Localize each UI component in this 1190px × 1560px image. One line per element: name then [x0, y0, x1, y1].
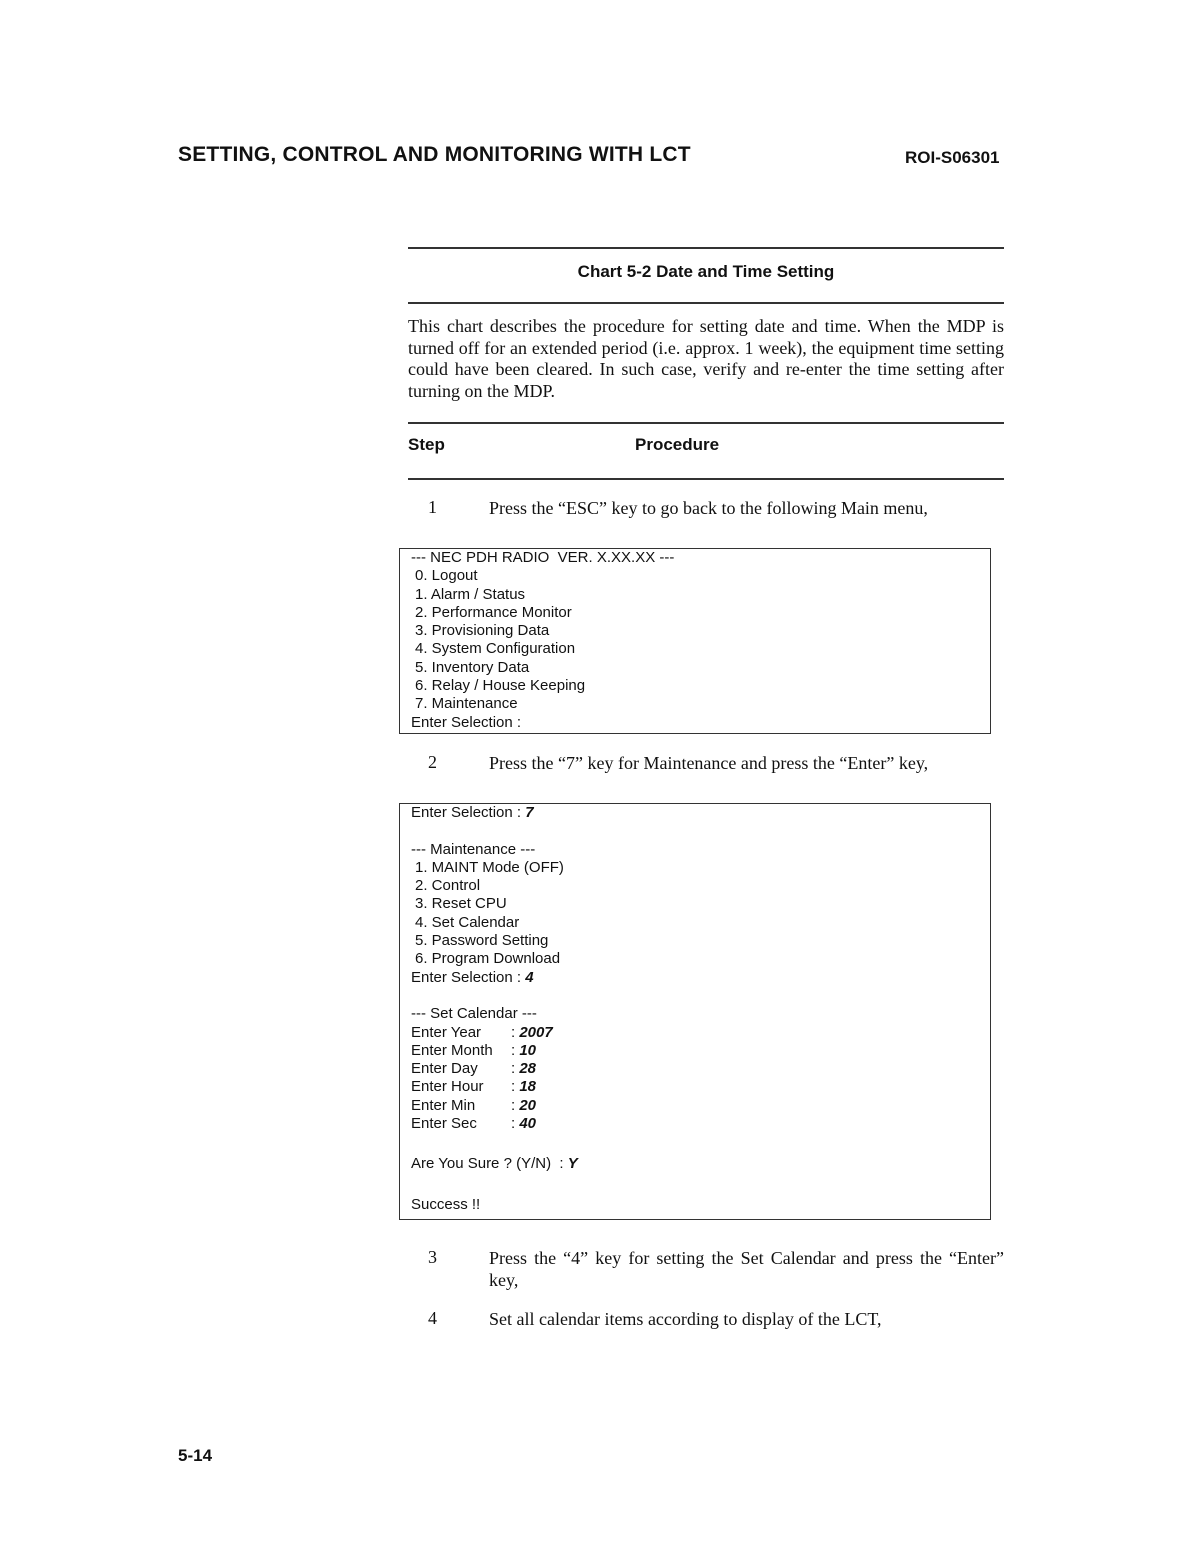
menu-item: 2. Performance Monitor — [415, 603, 572, 621]
step-text: Press the “7” key for Maintenance and press the “Enter” key, — [489, 753, 929, 773]
set-calendar-title: --- Set Calendar --- — [411, 1005, 537, 1023]
lct-main-menu-screen — [399, 548, 991, 734]
calendar-field-label: Enter Month — [411, 1041, 493, 1059]
selection-input: 4 — [525, 968, 534, 986]
step-number: 4 — [428, 1308, 437, 1328]
maintenance-item: 2. Control — [415, 877, 481, 895]
selection-prompt: Enter Selection : — [411, 968, 522, 986]
rule-table-header-top — [408, 422, 1004, 424]
rule-table-header-bottom — [408, 478, 1004, 480]
calendar-field-value: 2007 — [519, 1023, 553, 1041]
result-message: Success !! — [411, 1195, 481, 1213]
calendar-field-label: Enter Hour — [411, 1078, 484, 1096]
rule-below-title — [408, 302, 1004, 304]
menu-item: 7. Maintenance — [415, 695, 518, 713]
calendar-field-label: Enter Year — [411, 1023, 482, 1041]
rule-top — [408, 247, 1004, 249]
step-number: 2 — [428, 752, 437, 772]
calendar-field-value: 20 — [519, 1096, 537, 1114]
column-header-step: Step — [408, 435, 445, 454]
maintenance-item: 6. Program Download — [415, 950, 561, 968]
menu-item: 3. Provisioning Data — [415, 622, 550, 640]
maintenance-item: 1. MAINT Mode (OFF) — [415, 858, 564, 876]
step-number: 1 — [428, 497, 437, 517]
maintenance-item: 3. Reset CPU — [415, 895, 507, 913]
menu-item: 1. Alarm / Status — [415, 585, 526, 603]
screen-title: --- NEC PDH RADIO VER. X.XX.XX --- — [411, 549, 675, 566]
chart-title: Chart 5-2 Date and Time Setting — [577, 262, 835, 281]
intro-paragraph: This chart describes the procedure for setting date and time. When the MDP is turned off for an extended period (i.e. approx. 1 week), the equipment time setting could have been cleared. In such case, verify and re-enter the time setting after turning on the MDP. — [408, 316, 1004, 401]
maintenance-item: 4. Set Calendar — [415, 913, 520, 931]
step-text: Press the “ESC” key to go back to the following Main menu, — [489, 498, 928, 518]
calendar-field-label: Enter Sec — [411, 1115, 477, 1133]
calendar-field-value: 10 — [519, 1041, 537, 1059]
selection-input: 7 — [525, 804, 534, 821]
menu-item: 5. Inventory Data — [415, 658, 530, 676]
calendar-field-value: 18 — [519, 1078, 537, 1096]
menu-item: 6. Relay / House Keeping — [415, 677, 586, 695]
menu-item: 4. System Configuration — [415, 640, 576, 658]
calendar-field-value: 28 — [519, 1060, 537, 1078]
selection-prompt: Enter Selection : — [411, 804, 522, 821]
step-number: 3 — [428, 1247, 437, 1267]
calendar-field-label: Enter Min — [411, 1096, 476, 1114]
maintenance-title: --- Maintenance --- — [411, 840, 536, 858]
page-number: 5-14 — [178, 1446, 213, 1465]
selection-prompt: Enter Selection : — [411, 713, 522, 731]
calendar-field-label: Enter Day — [411, 1060, 478, 1078]
page-header-title: SETTING, CONTROL AND MONITORING WITH LCT — [178, 143, 691, 166]
confirm-prompt: Are You Sure ? (Y/N) : — [411, 1155, 564, 1173]
maintenance-item: 5. Password Setting — [415, 932, 549, 950]
confirm-value: Y — [567, 1155, 578, 1173]
column-header-procedure: Procedure — [635, 435, 720, 454]
lct-maintenance-screen: Enter Selection : 7 --- Maintenance --- 1. MAINT Mode (OFF) 2. Control 3. Reset CPU 4. Set Calendar 5. Password Setting 6. Program Download Enter Selection : 4 --- Set Calendar --- Enter Year : 2007 Enter Month : 10 Enter Day : 28 Enter Hour : 18 Enter Min : 20 Enter Sec : 40 Are You Sure ? (Y/N) : Y Success !! — [399, 803, 991, 1220]
menu-item: 0. Logout — [415, 567, 478, 585]
calendar-field-value: 40 — [519, 1115, 537, 1133]
step-text: Set all calendar items according to display of the LCT, — [489, 1309, 882, 1329]
step-text: Press the “4” key for setting the Set Calendar and press the “Enter” key, — [489, 1248, 1004, 1290]
document-id: ROI-S06301 — [905, 148, 1000, 167]
